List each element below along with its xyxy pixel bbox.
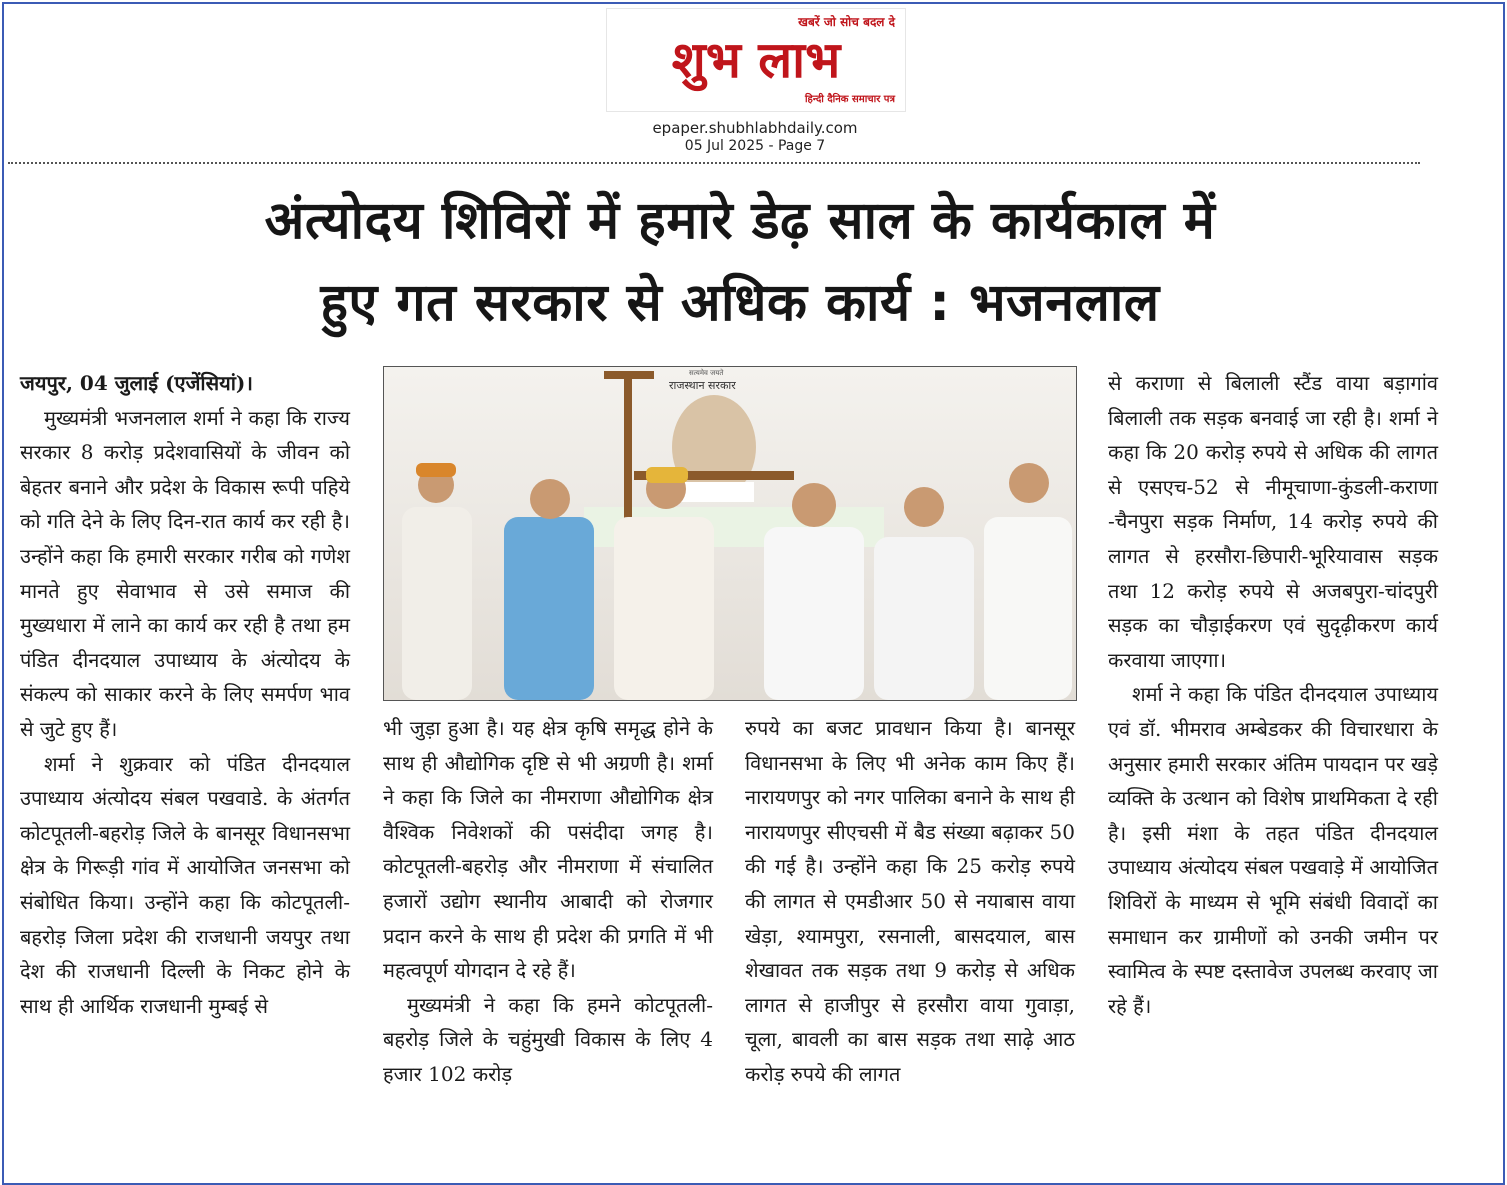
banner-small-text: सत्यमेव जयते: [689, 369, 724, 377]
logo-text: शुभ लाभ: [671, 31, 841, 89]
masthead-logo: [613, 27, 899, 93]
banner-text: राजस्थान सरकार: [669, 379, 736, 392]
col2-paragraph-1: भी जुड़ा हुआ है। यह क्षेत्र कृषि समृद्ध होने के साथ ही औद्योगिक दृष्टि से भी अग्रणी है। शर्मा ने कहा कि जिले का नीमराणा औद्योगिक क्षेत्र वैश्विक निवेशकों की पसंदीदा जगह है। कोटपूतली-बहरोड़ और नीमराणा में संचालित हजारों उद्योग स्थानीय आबादी को रोजगार प्रदान करने के साथ ही प्रदेश की प्रगति में भी महत्वपूर्ण योगदान दे रहे हैं।: [383, 716, 713, 983]
article-column-3: [745, 711, 1075, 1092]
col4-paragraph-2: शर्मा ने कहा कि पंडित दीनदयाल उपाध्याय एवं डॉ. भीमराव अम्बेडकर की विचारधारा के अनुसार हमारी सरकार अंतिम पायदान पर खड़े व्यक्ति के उत्थान को विशेष प्राथमिकता दे रही है। इसी मंशा के तहत पंडित दीनदयाल उपाध्याय अंत्योदय संबल पखवाड़े में आयोजित शिविरों के माध्यम से भूमि संबंधी विवादों का समाधान कर ग्रामीणों को उनकी जमीन पर स्वामित्व के स्पष्ट दस्तावेज उपलब्ध करवाए जा रहे हैं।: [1108, 682, 1438, 1018]
dotted-divider: [8, 162, 1420, 164]
col4-paragraph-1: से कराणा से बिलाली स्टैंड वाया बड़ागांव बिलाली तक सड़क बनवाई जा रही है। शर्मा ने कहा कि 20 करोड़ रुपये से अधिक की लागत से एसएच-52 से नीमूचाणा-कुंडली-कराणा -चैनपुरा सड़क निर्माण, 14 करोड़ रुपये की लागत से हरसौरा-छिपारी-भूरियावास सड़क तथा 12 करोड़ रुपये से अजबपुरा-चांदपुरी सड़क का चौड़ाईकरण एवं सुदृढ़ीकरण कार्य करवाया जाएगा।: [1108, 371, 1438, 672]
photo-illustration: [384, 367, 1076, 700]
article-column-1: [20, 366, 350, 1023]
col3-paragraph-1: रुपये का बजट प्रावधान किया है। बानसूर विधानसभा के लिए भी अनेक काम किए हैं। नारायणपुर को नगर पालिका बनाने के साथ ही नारायणपुर सीएचसी में बैड संख्या बढ़ाकर 50 की गई है। उन्होंने कहा कि 25 करोड़ रुपये की लागत से एमडीआर 50 से नयाबास वाया खेड़ा, श्यामपुरा, रसनाली, बासदयाल, बास शेखावत तक सड़क तथा 9 करोड़ से अधिक लागत से हाजीपुर से हरसौरा वाया गुवाड़ा, चूला, बावली का बास सड़क तथा साढ़े आठ करोड़ रुपये की लागत: [745, 716, 1075, 1086]
masthead: [606, 8, 906, 112]
masthead-tagline: खबरें जो सोच बदल दे: [798, 15, 895, 29]
edition-date-page: 05 Jul 2025 - Page 7: [684, 138, 826, 154]
article-headline: [20, 180, 1460, 344]
news-photo: [383, 366, 1077, 701]
headline-line-1: अंत्योदय शिविरों में हमारे डेढ़ साल के कार्यकाल में: [264, 191, 1216, 251]
col1-paragraph-2: शर्मा ने शुक्रवार को पंडित दीनदयाल उपाध्याय अंत्योदय संबल पखवाडे. के अंतर्गत कोटपूतली-बहरोड़ जिले के बानसूर विधानसभा क्षेत्र के गिरूड़ी गांव में आयोजित जनसभा को संबोधित किया। उन्होंने कहा कि कोटपूतली-बहरोड़ जिला प्रदेश की राजधानी जयपुर तथा देश की राजधानी दिल्ली के निकट होने के साथ ही आर्थिक राजधानी मुम्बई से: [20, 751, 350, 1018]
article-column-4: [1108, 366, 1438, 1023]
headline-line-2: हुए गत सरकार से अधिक कार्य : भजनलाल: [320, 273, 1160, 333]
article-column-2: [383, 711, 713, 1092]
dateline: जयपुर, 04 जुलाई (एजेंसियां)।: [20, 371, 253, 395]
col1-paragraph-1: मुख्यमंत्री भजनलाल शर्मा ने कहा कि राज्य सरकार 8 करोड़ प्रदेशवासियों के जीवन को बेहतर बनाने और प्रदेश के विकास रूपी पहिये को गति देने के लिए दिन-रात कार्य कर रही है। उन्होंने कहा कि हमारी सरकार गरीब को गणेश मानते हुए सेवाभाव से उसे समाज की मुख्यधारा में लाने का कार्य कर रही है तथा हम पंडित दीनदयाल उपाध्याय के अंत्योदय के संकल्प को साकार करने के लिए समर्पण भाव से जुटे हुए हैं।: [20, 405, 350, 741]
epaper-url: epaper.shubhlabhdaily.com: [652, 119, 858, 137]
col2-paragraph-2: मुख्यमंत्री ने कहा कि हमने कोटपूतली-बहरोड़ जिले के चहुंमुखी विकास के लिए 4 हजार 102 करोड़: [383, 992, 713, 1086]
masthead-subtitle: हिन्दी दैनिक समाचार पत्र: [804, 94, 895, 105]
